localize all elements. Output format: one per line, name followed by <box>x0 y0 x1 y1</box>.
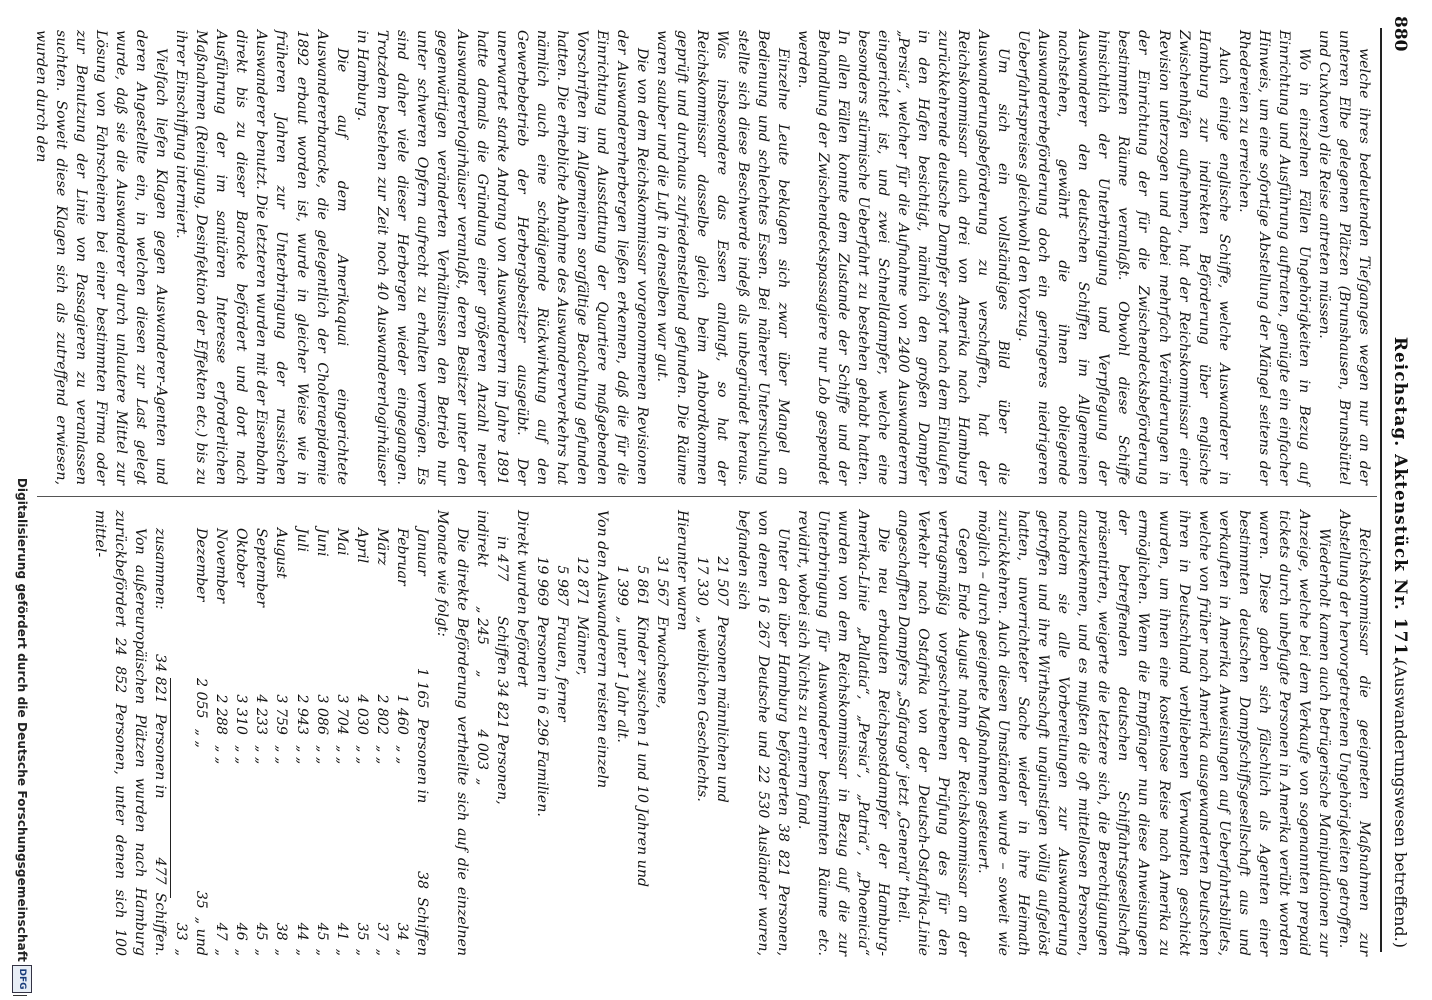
paragraph: Die auf dem Amerikaquai eingerichtete Auswandererbaracke, die gelegentlich der Choleraepidemie 1892 erbaut worden ist, wurde in gleicher Weise wie in früheren Jahren zur Unterbringung der russischen Auswanderer benutzt. Die letzteren wurden mit der Eisenbahn direkt bis zu dieser Baracke befördert und dort nach Ausführung der im sanitären Interesse erforderlichen Maßnahmen (Reinigung, Desinfektion der Effekten etc.) bis zu ihrer Einschiffung interniert. <box>173 30 350 485</box>
paragraph: Wo in einzelnen Fällen Ungehörigkeiten in Bezug auf Einrichtung und Ausführung auftraten, genügte ein einfacher Hinweis, um eine sofortige Abstellung der Mängel seitens der Rhedereien zu erreichen. <box>1235 30 1312 485</box>
page-number: 880 <box>1390 16 1410 52</box>
dfg-logo: DFG <box>12 965 32 993</box>
stat-row: 31 567 Erwachsene, <box>654 556 671 709</box>
page-footer <box>0 0 37 1000</box>
table-row: September 4 233 „ „ 45 „ <box>253 528 270 956</box>
table-row: Dezember 2 055 „ „ 35 „ und <box>193 528 210 956</box>
paragraph: Um sich ein vollständiges Bild über die Auswanderungsbeförderung zu verschaffen, hat der Reichskommissar auch drei von Amerika nach Hamburg zurückkehrende deutsche Dampfer sofort nach dem Einlaufen in den Hafen besichtigt, nämlich den großen Dampfer „Persia“, welcher für die Aufnahme von 2400 Auswanderern eingerichtet ist, und zwei Schnelldampfer, welche eine besonders stürmische Ueberfahrt zu bestehen gehabt hatten. In allen Fällen konnte dem Zustande der Schiffe und der Behandlung der Zwischendeckspassagiere nur Lob gespendet werden. <box>794 30 1012 485</box>
table-row: April 4 030 „ „ 35 „ <box>353 528 370 956</box>
paragraph: Die direkte Beförderung vertheilte sich auf die einzelnen Monate wie folgt: <box>433 510 470 956</box>
table-row: Februar 1 460 „ „ 34 „ <box>393 528 410 956</box>
table-row: Januar 1 165 Personen in 38 Schiffen <box>413 528 430 956</box>
paragraph: Vielfach liefen Klagen gegen Auswanderer-Agenten und deren Angestellte ein, in welchen diesen zur Last gelegt wurde, daß sie die Auswanderer durch unlautere Mittel zur Lösung von Fahrscheinen bei einer bestimmten Firma oder zur Benutzung der Linie von Passagieren zu veranlassen suchten. Soweit diese Klagen sich als zutreffend erwiesen, wurden durch den <box>32 30 170 485</box>
running-title: Reichstag. Aktenstück Nr. 171. <box>1390 336 1410 664</box>
stat-label: Direkt wurden befördert <box>514 510 531 688</box>
header-rule <box>1380 28 1382 952</box>
digitization-credit: Digitalisierung gefördert durch die Deutsche Forschungsgemeinschaft <box>15 477 29 962</box>
paragraph: Von außereuropäischen Plätzen wurden nach Hamburg zurückbefördert 24 852 Personen, unter denen sich 100 mittel- <box>92 510 149 956</box>
paragraph: Die neu erbauten Reichspostdampfer der Hamburg-Amerika-Linie „Pallatia“, „Persia“, „Patria“, „Phoenicia“ wurden von dem Reichskommissar in Bezug auf die zur Unterbringung für Auswanderer bestimmten Räume etc. revidirt, wobei sich Nichts zu erinnern fand. <box>794 510 891 956</box>
right-column <box>44 510 1374 956</box>
table-row: Oktober 3 310 „ „ 46 „ <box>233 528 250 956</box>
table-total-row: zusammen: 34 821 Personen in 477 Schiffen. <box>152 528 169 956</box>
paragraph: Wiederholt kamen auch betrügerische Manipulationen zur Anzeige, welche bei dem Verkaufe von sogenannten prepaid tickets durch unbefugte Personen in Amerika verübt worden waren. Diese gaben sich fälschlich als Agenten einer bestimmten deutschen Dampfschiffsgesellschaft aus und verkauften in Amerika Anweisungen auf Ueberfahrtsbillets, welche von früher nach Amerika ausgewanderten Deutschen ihren in Deutschland verbliebenen Verwandten geschickt wurden, um ihnen eine kostenlose Reise nach Amerika zu ermöglichen. Wenn die Empfänger nun diese Anweisungen der betreffenden deutschen Schiffahrtsgesellschaft präsentirten, weigerte die letztere sich, die Berechtigungen anzuerkennen, und es mußten die oft mittellosen Personen, nachdem sie alle Vorbereitungen zur Auswanderung getroffen und ihre Wirthschaft ungünstigen völlig aufgelöst hatten, unverrichteter Sache wieder in ihre Heimath zurückkehren. Auch diesen Umständen wurde – soweit wie möglich – durch geeignete Maßnahmen gesteuert. <box>975 510 1332 956</box>
table-row: 33 „ <box>173 922 190 956</box>
stat-row: 12 871 Männer, <box>574 556 591 676</box>
stat-label: Von den Auswanderern reisten einzeln <box>594 510 611 789</box>
paragraph: Reichskommissar die geeigneten Maßnahmen zur Abstellung der hervorgetretenen Ungehörigkeiten getroffen. <box>1335 510 1372 956</box>
column-divider <box>37 496 1377 497</box>
stat-row: 19 969 Personen in 6 296 Familien. <box>534 556 551 817</box>
stat-label: Hierunter waren <box>674 510 691 631</box>
section-title: (Auswanderungswesen betreffend.) <box>1391 659 1410 948</box>
stat-row: 1 399 „ unter 1 Jahr alt. <box>614 565 631 743</box>
stat-row: 21 507 Personen männlichen und <box>714 556 731 803</box>
table-row: Juli 2 943 „ „ 44 „ <box>293 528 310 956</box>
stat-row: 5 861 Kinder zwischen 1 und 10 Jahren und <box>634 565 651 888</box>
monthly-table <box>150 510 432 956</box>
page-header <box>1382 0 1432 1000</box>
table-row: Mai 3 704 „ „ 41 „ <box>333 528 350 956</box>
paragraph: Einzelne Leute beklagen sich zwar über Mangel an Bedienung und schlechtes Essen. Bei näherer Untersuchung stellte sich diese Beschwerde indeß als unbegründet heraus. Was insbesondere das Essen anlangt, so hat der Reichskommissar dasselbe gleich beim Anbordkommen geprüft und durchaus zufriedenstellend gefunden. Die Räume waren sauber und die Luft in denselben war gut. <box>654 30 791 485</box>
table-row: November 2 288 „ „ 47 „ <box>213 528 230 956</box>
stat-row: in 477 Schiffen 34 821 Personen, <box>493 536 510 805</box>
crop-mark <box>13 995 27 996</box>
stat-row: indirekt „ 245 „ 4 003 „ <box>473 510 490 786</box>
paragraph: Auch einige englische Schiffe, welche Auswanderer in Hamburg zur indirekten Beförderung über englische Zwischenhäfen aufnehmen, hat der Reichskommissar einer Revision unterzogen und dabei mehrfach Veränderungen in der Einrichtung der für die Zwischendecksbeförderung bestimmten Räume veranlaßt. Obwohl diese Schiffe hinsichtlich der Unterbringung und Verpflegung der Auswanderer den deutschen Schiffen im Allgemeinen nachstehen, gewährt die ihnen obliegende Auswandererbeförderung doch ein geringeres niedrigeren Ueberfahrtspreises gleichwohl den Vorzug. <box>1015 30 1232 485</box>
table-row: Juni 3 086 „ „ 45 „ <box>313 528 330 956</box>
paragraph: Die von dem Reichskommissar vorgenommenen Revisionen der Auswandererherbergen ließen erkennen, daß die für die Einrichtung und Ausstattung der Quartiere maßgebenden Vorschriften im Allgemeinen sorgfältige Beachtung gefunden hatten. Die erhebliche Abnahme des Auswandererverkehrs hat nämlich auch eine schädigende Rückwirkung auf den Gewerbebetrieb der Herbergsbesitzer ausgeübt. Der unerwartet starke Andrang von Auswanderern im Jahre 1891 hatte damals die Gründung einer größeren Anzahl neuer Auswandererlogirhäuser veranlaßt, deren Besitzer unter den gegenwärtigen veränderten Verhältnissen den Betrieb nur unter schweren Opfern aufrecht zu erhalten vermögen. Es sind daher viele dieser Herbergen wieder eingegangen. Trotzdem bestehen zur Zeit noch 40 Auswandererlogirhäuser in Hamburg. <box>353 30 651 485</box>
table-row: März 2 802 „ „ 37 „ <box>373 528 390 956</box>
stat-row: 17 330 „ weiblichen Geschlechts. <box>694 556 711 802</box>
stat-row: 5 987 Frauen, ferner <box>554 565 571 722</box>
paragraph: welche ihres bedeutenden Tiefganges wegen nur an der unteren Elbe gelegenen Plätzen (Brunshausen, Brunsbüttel und Cuxhaven) die Reise antreten müssen. <box>1315 30 1372 485</box>
left-column <box>32 30 1374 485</box>
paragraph: Unter den über Hamburg beförderten 38 821 Personen, von denen 16 267 Deutsche und 22 530 Ausländer waren, befanden sich <box>734 510 791 956</box>
table-row: August 3 759 „ „ 38 „ <box>273 528 290 956</box>
paragraph: Gegen Ende August nahm der Reichskommissar an der vertragsmäßig vorgeschriebenen Prüfung des für den Verkehr nach Ostafrika von der Deutsch-Ostafrika-Linie angeschafften Dampfers „Safarago“ jetzt „General“ theil. <box>894 510 972 956</box>
